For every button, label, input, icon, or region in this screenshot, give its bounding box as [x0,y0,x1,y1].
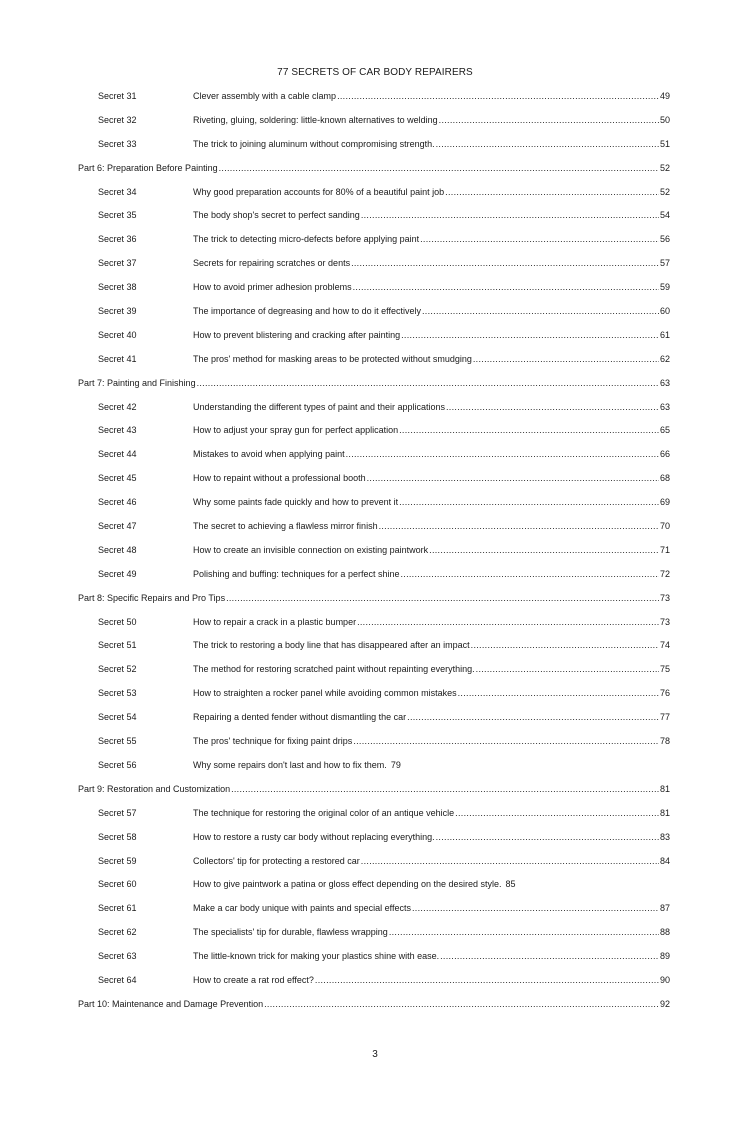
toc-page-number: 89 [659,951,670,962]
toc-secret-entry[interactable] [0,187,750,211]
toc-page-number: 75 [659,664,670,675]
toc-page-number: 71 [659,544,670,555]
table-of-contents [0,91,750,1023]
toc-entry-line [193,569,670,579]
toc-entry-line [193,664,670,674]
dot-leader [399,425,659,435]
toc-entry-title: Part 9: Restoration and Customization [78,783,231,794]
toc-secret-entry[interactable] [0,139,750,163]
toc-secret-entry[interactable] [0,91,750,115]
toc-entry-line [78,999,670,1009]
dot-leader [226,593,659,603]
toc-page-number: 68 [659,473,670,484]
toc-page-number: 83 [659,831,670,842]
dot-leader [367,473,659,483]
toc-page-number: 62 [659,353,670,364]
toc-entry-line [193,521,670,531]
toc-secret-number: Secret 62 [98,927,137,938]
toc-page-number: 81 [659,783,670,794]
toc-entry-title: Collectors' tip for protecting a restored car [193,855,360,866]
toc-part-entry[interactable] [0,593,750,617]
toc-secret-number: Secret 40 [98,329,137,340]
toc-entry-title: Part 7: Painting and Finishing [78,377,196,388]
toc-secret-entry[interactable] [0,354,750,378]
toc-entry-title: How to restore a rusty car body without replacing everything. [193,831,435,842]
toc-entry-title: Part 6: Preparation Before Painting [78,162,218,173]
toc-page-number: 84 [659,855,670,866]
toc-entry-line [193,330,670,340]
toc-entry-title: Clever assembly with a cable clamp [193,91,337,101]
toc-entry-title: The importance of degreasing and how to do it effectively [193,306,421,317]
dot-leader [455,808,659,818]
dot-leader [353,282,659,292]
toc-secret-entry[interactable] [0,975,750,999]
toc-part-entry[interactable] [0,784,750,808]
toc-entry-line [193,903,670,913]
dot-leader [353,736,659,746]
dot-leader [379,521,659,531]
toc-secret-number: Secret 46 [98,497,137,508]
toc-entry-line [193,306,670,316]
toc-secret-number: Secret 64 [98,974,137,985]
toc-secret-entry[interactable] [0,640,750,664]
toc-secret-number: Secret 42 [98,401,137,412]
toc-secret-entry[interactable] [0,402,750,426]
toc-entry-line [193,617,670,627]
toc-entry-title: The specialists' tip for durable, flawless wrapping [193,927,388,938]
toc-page-number: 60 [659,306,670,317]
toc-entry-title: Mistakes to avoid when applying paint [193,449,345,460]
dot-leader [400,569,659,579]
dot-leader [436,139,659,149]
dot-leader [471,640,659,650]
toc-entry-line [193,951,670,961]
toc-secret-entry[interactable] [0,234,750,258]
dot-leader [389,927,659,937]
toc-secret-entry[interactable] [0,879,750,903]
toc-page-number: 85 [505,879,516,890]
toc-secret-number: Secret 36 [98,234,137,245]
toc-entry-title: How to repaint without a professional booth [193,473,366,484]
toc-secret-number: Secret 56 [98,759,137,770]
toc-page-number: 81 [659,807,670,818]
toc-entry-title: Make a car body unique with paints and special effects [193,903,411,914]
toc-entry-line [193,712,670,722]
dot-leader [407,712,659,722]
toc-entry-line [193,402,670,412]
toc-secret-entry[interactable] [0,617,750,641]
toc-secret-entry[interactable] [0,951,750,975]
toc-entry-title: The pros' technique for fixing paint drips [193,736,353,747]
toc-secret-number: Secret 63 [98,951,137,962]
toc-secret-entry[interactable] [0,712,750,736]
toc-entry-line [78,593,670,603]
toc-entry-title: The body shop's secret to perfect sanding [193,210,360,221]
dot-leader [219,163,659,173]
dot-leader [351,258,659,268]
toc-entry-line [193,545,670,555]
toc-entry-title: How to adjust your spray gun for perfect application [193,425,399,436]
toc-secret-number: Secret 59 [98,855,137,866]
toc-secret-number: Secret 58 [98,831,137,842]
dot-leader [476,664,659,674]
toc-secret-entry[interactable] [0,927,750,951]
toc-entry-line [193,688,670,698]
dot-leader [337,91,659,101]
dot-leader [429,545,659,555]
toc-entry-title: Polishing and buffing: techniques for a perfect shine [193,568,400,579]
toc-secret-entry[interactable] [0,903,750,927]
toc-secret-number: Secret 33 [98,138,137,149]
toc-entry-line [193,354,670,364]
toc-entry-title: Secrets for repairing scratches or dents [193,258,351,269]
toc-entry-title: Why some repairs don't last and how to fix them. [193,759,387,770]
toc-page-number: 73 [659,616,670,627]
toc-secret-number: Secret 34 [98,186,137,197]
toc-page-number: 78 [659,736,670,747]
toc-secret-number: Secret 53 [98,688,137,699]
toc-secret-entry[interactable] [0,832,750,856]
toc-entry-title: How to avoid primer adhesion problems [193,282,352,293]
page-title: 77 SECRETS OF CAR BODY REPAIRERS [277,67,473,78]
dot-leader [458,688,659,698]
toc-entry-title: How to give paintwork a patina or gloss effect depending on the desired style. [193,879,502,890]
dot-leader [446,402,659,412]
toc-secret-entry[interactable] [0,664,750,688]
toc-entry-line [193,760,670,770]
toc-entry-line [193,115,670,125]
toc-secret-number: Secret 60 [98,879,137,890]
toc-secret-entry[interactable] [0,473,750,497]
toc-page-number: 76 [659,688,670,699]
toc-secret-entry[interactable] [0,856,750,880]
toc-entry-title: How to create a rat rod effect? [193,974,314,985]
toc-entry-title: How to repair a crack in a plastic bumper [193,616,357,627]
toc-secret-number: Secret 39 [98,306,137,317]
dot-leader [346,449,659,459]
toc-secret-entry[interactable] [0,497,750,521]
dot-leader [440,951,659,961]
toc-secret-number: Secret 54 [98,712,137,723]
toc-page-number: 72 [659,568,670,579]
dot-leader [445,187,659,197]
toc-entry-line [193,832,670,842]
toc-entry-line [193,879,670,889]
toc-page-number: 66 [659,449,670,460]
toc-entry-title: How to straighten a rocker panel while avoiding common mistakes [193,688,457,699]
toc-secret-number: Secret 51 [98,640,137,651]
toc-secret-number: Secret 37 [98,258,137,269]
toc-entry-title: How to prevent blistering and cracking after painting [193,329,401,340]
toc-page-number: 69 [659,497,670,508]
toc-entry-line [193,808,670,818]
toc-secret-number: Secret 44 [98,449,137,460]
toc-secret-number: Secret 52 [98,664,137,675]
toc-entry-title: Repairing a dented fender without dismantling the car [193,712,407,723]
toc-part-entry[interactable] [0,163,750,187]
toc-entry-line [193,449,670,459]
toc-entry-title: Part 8: Specific Repairs and Pro Tips [78,592,226,603]
toc-page-number: 57 [659,258,670,269]
toc-entry-line [193,210,670,220]
toc-entry-title: The method for restoring scratched paint without repainting everything. [193,664,475,675]
toc-secret-entry[interactable] [0,808,750,832]
dot-leader [197,378,659,388]
toc-entry-title: The trick to detecting micro-defects before applying paint [193,234,420,245]
toc-page-number: 56 [659,234,670,245]
toc-page-number: 51 [659,138,670,149]
dot-leader [422,306,659,316]
dot-leader [412,903,659,913]
toc-page-number: 73 [659,592,670,603]
dot-leader [439,115,659,125]
dot-leader [361,856,659,866]
toc-secret-number: Secret 47 [98,521,137,532]
toc-entry-line [78,163,670,173]
toc-secret-number: Secret 61 [98,903,137,914]
toc-secret-entry[interactable] [0,688,750,712]
toc-entry-line [193,425,670,435]
toc-secret-entry[interactable] [0,282,750,306]
toc-secret-number: Secret 43 [98,425,137,436]
toc-page-number: 79 [390,759,401,770]
toc-part-entry[interactable] [0,378,750,402]
toc-entry-line [193,640,670,650]
dot-leader [399,497,659,507]
toc-entry-title: The technique for restoring the original color of an antique vehicle [193,807,455,818]
toc-entry-line [193,856,670,866]
toc-entry-title: Why some paints fade quickly and how to prevent it [193,497,399,508]
toc-secret-entry[interactable] [0,115,750,139]
toc-secret-number: Secret 41 [98,353,137,364]
dot-leader [315,975,659,985]
toc-secret-number: Secret 55 [98,736,137,747]
dot-leader [401,330,659,340]
toc-secret-number: Secret 38 [98,282,137,293]
toc-secret-entry[interactable] [0,736,750,760]
toc-entry-title: Part 10: Maintenance and Damage Prevention [78,998,264,1009]
toc-page-number: 88 [659,927,670,938]
toc-secret-entry[interactable] [0,425,750,449]
toc-entry-title: The trick to joining aluminum without compromising strength. [193,138,435,149]
toc-secret-entry[interactable] [0,306,750,330]
toc-secret-number: Secret 50 [98,616,137,627]
toc-secret-number: Secret 48 [98,544,137,555]
toc-entry-line [193,282,670,292]
toc-page-number: 92 [659,998,670,1009]
toc-page-number: 54 [659,210,670,221]
toc-secret-number: Secret 49 [98,568,137,579]
toc-entry-line [193,975,670,985]
toc-page-number: 63 [659,377,670,388]
toc-page-number: 65 [659,425,670,436]
toc-entry-line [193,187,670,197]
dot-leader [420,234,659,244]
toc-secret-number: Secret 32 [98,114,137,125]
toc-page-number: 52 [659,186,670,197]
toc-entry-title: Understanding the different types of paint and their applications [193,401,445,412]
toc-entry-line [193,473,670,483]
dot-leader [473,354,659,364]
toc-secret-number: Secret 57 [98,807,137,818]
toc-entry-title: Riveting, gluing, soldering: little-known alternatives to welding [193,114,438,125]
toc-secret-entry[interactable] [0,210,750,234]
toc-entry-line [193,927,670,937]
toc-entry-line [193,736,670,746]
toc-page-number: 59 [659,282,670,293]
toc-entry-title: The trick to restoring a body line that has disappeared after an impact [193,640,470,651]
toc-entry-title: The pros' method for masking areas to be protected without smudging [193,353,472,364]
toc-page-number: 77 [659,712,670,723]
toc-entry-line [78,784,670,794]
toc-entry-line [193,139,670,149]
toc-secret-entry[interactable] [0,521,750,545]
toc-page-number: 49 [659,91,670,101]
toc-entry-title: Why good preparation accounts for 80% of a beautiful paint job [193,186,445,197]
toc-secret-number: Secret 45 [98,473,137,484]
toc-part-entry[interactable] [0,999,750,1023]
toc-entry-line [78,378,670,388]
toc-secret-entry[interactable] [0,569,750,593]
toc-secret-entry[interactable] [0,449,750,473]
toc-entry-title: The little-known trick for making your plastics shine with ease. [193,951,440,962]
toc-entry-line [193,91,670,101]
dot-leader [264,999,659,1009]
toc-page-number: 90 [659,974,670,985]
toc-page-number: 50 [659,114,670,125]
toc-entry-line [193,497,670,507]
toc-page-number: 61 [659,329,670,340]
toc-secret-entry[interactable] [0,545,750,569]
toc-secret-entry[interactable] [0,258,750,282]
toc-page-number: 52 [659,162,670,173]
dot-leader [436,832,659,842]
toc-page-number: 87 [659,903,670,914]
toc-entry-line [193,234,670,244]
page-number: 3 [372,1049,378,1060]
dot-leader [231,784,659,794]
toc-secret-number: Secret 31 [98,91,137,101]
toc-secret-entry[interactable] [0,760,750,784]
toc-entry-title: How to create an invisible connection on existing paintwork [193,544,429,555]
dot-leader [357,617,659,627]
toc-page-number: 63 [659,401,670,412]
toc-entry-line [193,258,670,268]
dot-leader [361,210,659,220]
toc-page-number: 70 [659,521,670,532]
toc-secret-number: Secret 35 [98,210,137,221]
toc-entry-title: The secret to achieving a flawless mirror finish [193,521,378,532]
toc-secret-entry[interactable] [0,330,750,354]
toc-page-number: 74 [659,640,670,651]
